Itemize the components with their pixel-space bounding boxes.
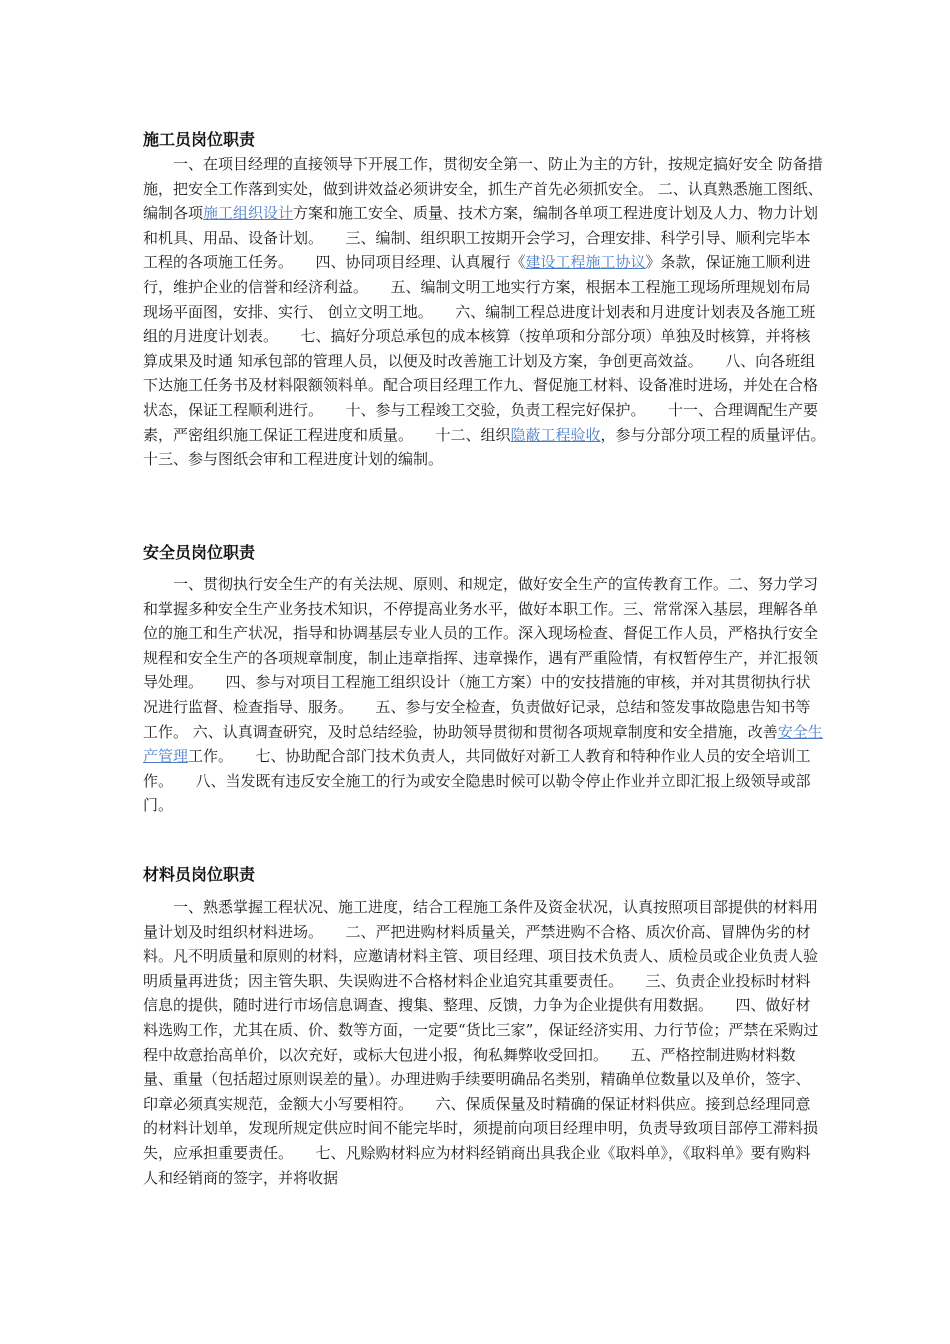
body-text: 一、贯彻执行安全生产的有关法规、原则、和规定，做好安全生产的宣传教育工作。二、努力学习和掌握多种安全生产业务技术知识，不停提高业务水平，做好本职工作。三、常常深入基层，理解各单位的施工和生产状况，指导和协调基层专业人员的工作。深入现场检查、督促工作人员，严格执行安全规程和安全生产的各项规章制度，制止违章指挥、违章操作，遇有严重险情，有权暂停生产，并汇报领导处理。 四、参与对项目工程施工组织设计（施工方案）中的安技措施的审核，并对其贯彻执行状况进行监督、检查指导、服务。 五、参与安全检查，负责做好记录，总结和签发事故隐患告知书等工作。 六、认真调查研究，及时总结经验，协助领导贯彻和贯彻各项规章制度和安全措施，改善 (143, 575, 819, 741)
section-body-safety (143, 572, 823, 818)
body-text: 》条款，保证施工顺利进行，维护企业的信誉和经济利益。 五、编制文明工地实行方案，根据本工程施工现场所理规划布局现场平面图，安排、实行、 创立文明工地。 六、编制工程总进度计划表和月进度计划表及各施工班组的月进度计划表。 七、搞好分项总承包的成本核算（按单项和分部分项）单独及时核算，并将核算成果及时通 知承包部的管理人员，以便及时改善施工计划及方案，争创更高效益。 八、向各班组下达施工任务书及材料限额领料单。配合项目经理工作九、督促施工材料、设备准时进场，并处在合格状态，保证工程顺利进行。 十、参与工程竣工交验，负责工程完好保护。 十一、合理调配生产要素，严密组织施工保证工程进度和质量。 十二、组织 (143, 253, 819, 444)
section-body-construction (143, 152, 849, 472)
link-construction-org-design[interactable]: 施工组织设计 (203, 204, 294, 223)
body-text: 工作。 七、协助配合部门技术负责人，共同做好对新工人教育和特种作业人员的安全培训工作。 八、当发既有违反安全施工的行为或安全隐患时候可以勒令停止作业并立即汇报上级领导或部门。 (143, 747, 811, 815)
section-title-materials: 材料员岗位职责 (143, 865, 256, 884)
body-text: 一、熟悉掌握工程状况、施工进度，结合工程施工条件及资金状况，认真按照项目部提供的材料用量计划及时组织材料进场。 二、严把进购材料质量关，严禁进购不合格、质次价高、冒牌伪劣的材料。凡不明质量和原则的材料，应邀请材料主管、项目经理、项目技术负责人、质检员或企业负责人验明质量再进货；因主管失职、失误购进不合格材料企业追究其重要责任。 三、负责企业投标时材料信息的提供，随时进行市场信息调查、搜集、整理、反馈，力争为企业提供有用数据。 四、做好材料选购工作，尤其在质、价、数等方面，一定要“货比三家”，保证经济实用、力行节俭；严禁在采购过程中故意抬高单价，以次充好，或标大包进小报，徇私舞弊收受回扣。 五、严格控制进购材料数量、重量（包括超过原则误差的量）。办理进购手续要明确品名类别，精确单位数量以及单价，签字、印章必须真实规范，金额大小写要相符。 六、保质保量及时精确的保证材料供应。接到总经理同意的材料计划单，发现所规定供应时间不能完毕时，须提前向项目经理申明，负责导致项目部停工滞料损失，应承担重要责任。 七、凡赊购材料应为材料经销商出具我企业《取料单》，《取料单》要有购料人和经销商的签字，并将收据 (143, 898, 819, 1187)
link-construction-contract[interactable]: 建设工程施工协议 (525, 253, 646, 272)
section-title-safety: 安全员岗位职责 (143, 543, 256, 562)
link-safety-management[interactable]: 安全生产管理 (143, 722, 823, 766)
body-text: 一、在项目经理的直接领导下开展工作，贯彻安全第一、防止为主的方针，按规定搞好安全 防备措施，把安全工作落到实处，做到讲效益必须讲安全，抓生产首先必须抓安全。 二、认真熟悉施工图纸、编制各项 (143, 155, 823, 223)
body-text: ，参与分部分项工程的质量评估。 十三、参与图纸会审和工程进度计划的编制。 (143, 425, 849, 469)
body-text: 方案和施工安全、质量、技术方案，编制各单项工程进度计划及人力、物力计划和机具、用品、设备计划。 三、编制、组织职工按期开会学习，合理安排、科学引导、顺利完毕本工程的各项施工任务。 四、协同项目经理、认真履行《 (143, 204, 819, 272)
link-concealed-work-acceptance[interactable]: 隐蔽工程验收 (510, 425, 601, 444)
section-body-materials (143, 895, 823, 1190)
section-title-construction: 施工员岗位职责 (143, 130, 256, 149)
